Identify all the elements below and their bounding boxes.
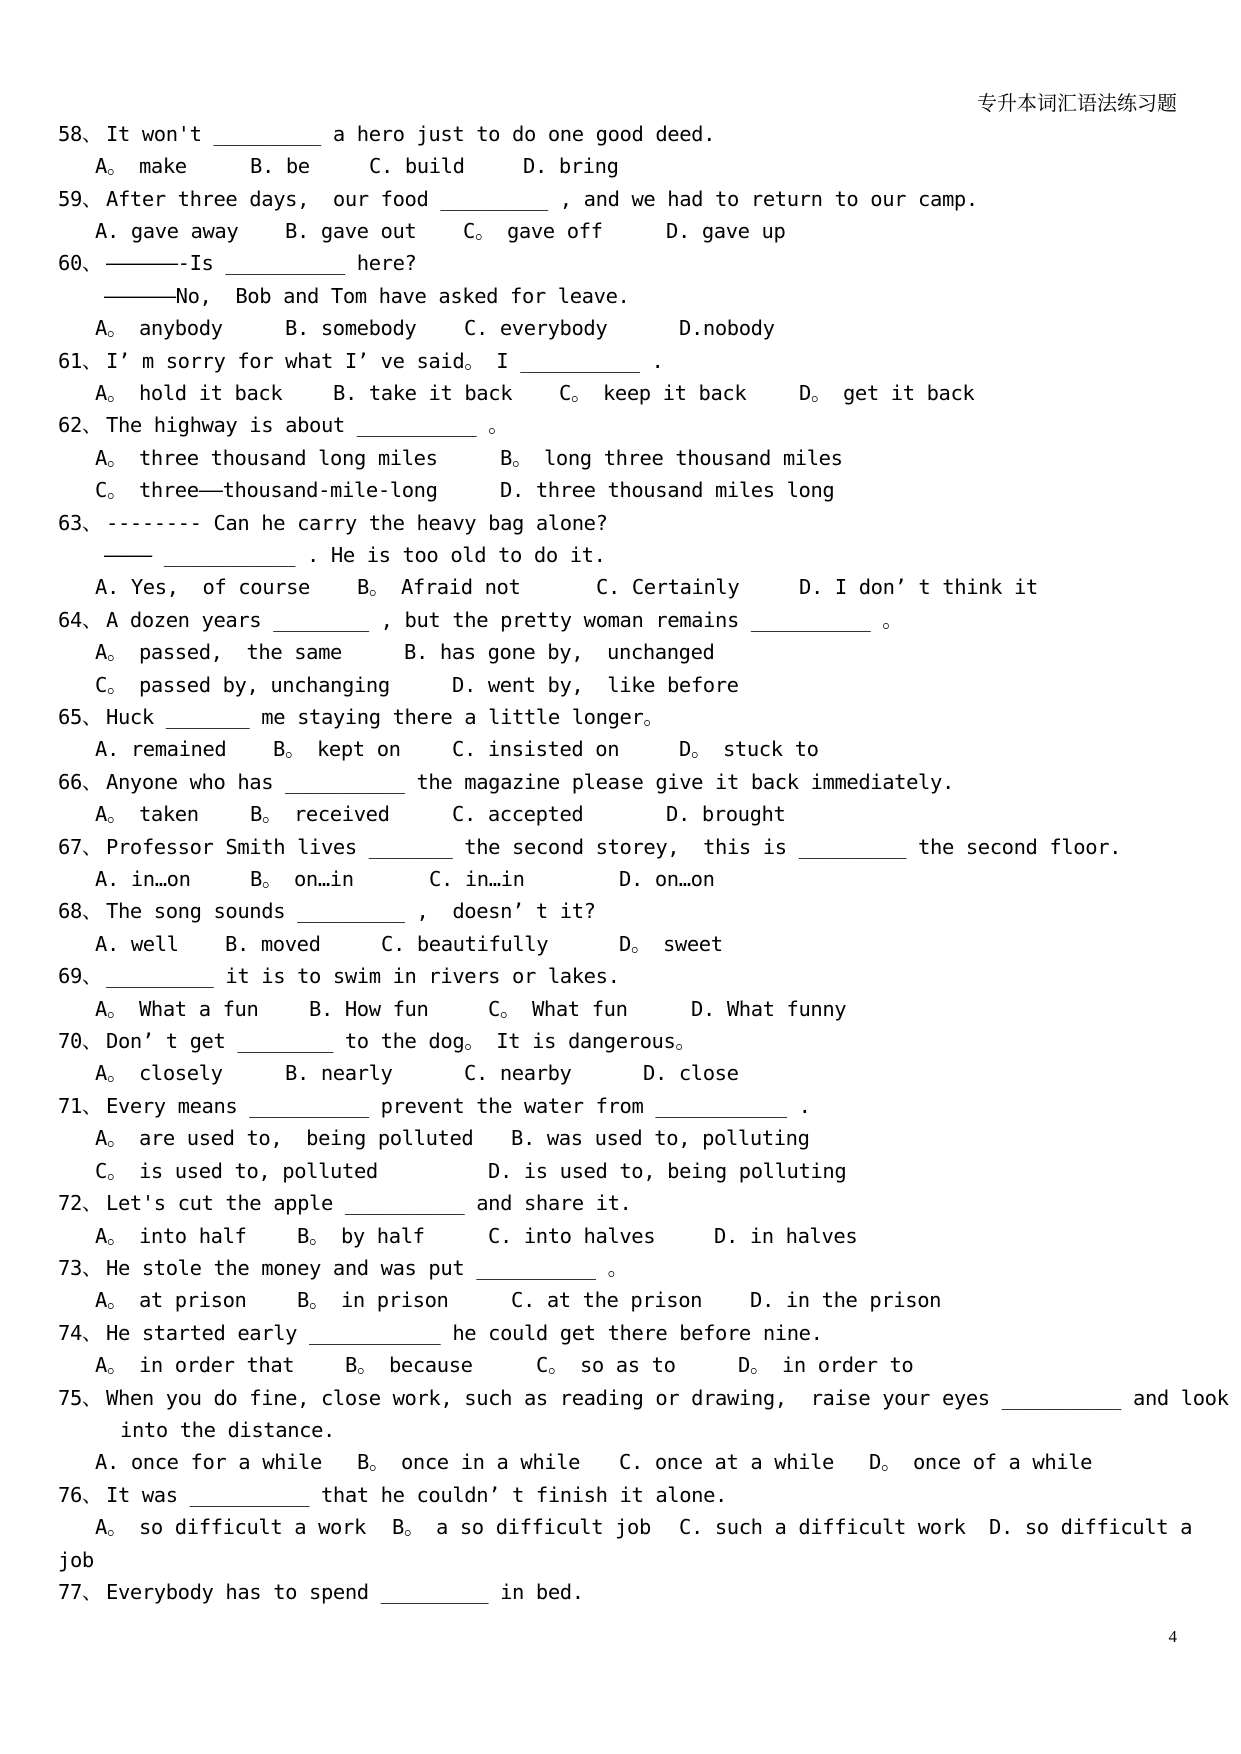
question-64 <box>0 604 1241 701</box>
question-number: 67、 <box>58 834 102 859</box>
question-number: 62、 <box>58 413 102 438</box>
question-number: 68、 <box>58 899 102 924</box>
option-d-continuation: job <box>58 1547 94 1572</box>
option-d: D. is used to, being polluting <box>488 1158 847 1183</box>
question-73 <box>0 1252 1241 1317</box>
option-d: D。 sweet <box>619 931 723 956</box>
option-c: C。 gave off <box>463 218 603 243</box>
option-a: A. Yes, of course <box>95 575 310 600</box>
question-number: 59、 <box>58 186 102 211</box>
option-a: A. in…on <box>95 867 191 892</box>
question-stem: The song sounds _________ , doesn’ t it? <box>106 899 596 924</box>
option-row <box>0 1155 1241 1187</box>
question-stem-line <box>0 507 1241 539</box>
option-d: D。 once of a while <box>869 1450 1093 1475</box>
option-a: A。 three thousand long miles <box>95 445 438 470</box>
option-b: B。 kept on <box>273 737 401 762</box>
option-d: D. in the prison <box>750 1288 942 1313</box>
question-stem-line <box>0 960 1241 992</box>
option-row <box>0 215 1241 247</box>
question-stem: Don’ t get ________ to the dog。 It is dangerous。 <box>106 1029 696 1054</box>
option-d: D. went by, like before <box>452 672 739 697</box>
question-stem-line <box>0 1090 1241 1122</box>
option-b: B。 in prison <box>297 1288 449 1313</box>
question-stem: -------- Can he carry the heavy bag alone? <box>106 510 608 535</box>
option-d: D.nobody <box>679 316 775 341</box>
question-stem: Anyone who has __________ the magazine please give it back immediately. <box>106 769 954 794</box>
option-b: B. How fun <box>309 996 429 1021</box>
option-a: A。 What a fun <box>95 996 259 1021</box>
option-b: B。 once in a while <box>357 1450 581 1475</box>
question-number: 69、 <box>58 964 102 989</box>
question-59 <box>0 183 1241 248</box>
question-number: 63、 <box>58 510 102 535</box>
question-76 <box>0 1479 1241 1576</box>
option-c: C. once at a while <box>619 1450 834 1475</box>
option-a: A。 are used to, being polluted <box>95 1126 474 1151</box>
option-c: C. insisted on <box>452 737 620 762</box>
option-c: C。 passed by, unchanging <box>95 672 390 697</box>
question-62 <box>0 409 1241 506</box>
option-a: A. once for a while <box>95 1450 322 1475</box>
question-60 <box>0 247 1241 344</box>
option-row <box>0 993 1241 1025</box>
option-d: D. brought <box>666 802 786 827</box>
question-stem: He started early ___________ he could get there before nine. <box>106 1320 823 1345</box>
option-b: B. has gone by, unchanged <box>404 640 715 665</box>
option-row <box>0 1511 1241 1543</box>
question-stem-line <box>0 766 1241 798</box>
option-d: D。 stuck to <box>679 737 819 762</box>
question-stem: He stole the money and was put __________ 。 <box>106 1255 628 1280</box>
question-number: 60、 <box>58 251 102 276</box>
option-d: D. in halves <box>714 1223 858 1248</box>
question-stem-continuation: into the distance. <box>120 1417 335 1442</box>
option-d: D。 in order to <box>738 1353 914 1378</box>
option-continuation-line <box>0 1544 1241 1576</box>
question-stem: I’ m sorry for what I’ ve said。 I __________ . <box>106 348 664 373</box>
option-a: A. gave away <box>95 218 239 243</box>
question-stem-continuation-line <box>0 1414 1241 1446</box>
question-stem-line <box>0 1382 1241 1414</box>
question-stem: After three days, our food _________ , and we had to return to our camp. <box>106 186 978 211</box>
question-stem: It was __________ that he couldn’ t finish it alone. <box>106 1482 727 1507</box>
option-row <box>0 636 1241 668</box>
option-b: B. be <box>250 154 310 179</box>
dialogue-reply: ———— ___________ . He is too old to do it. <box>104 542 606 567</box>
question-66 <box>0 766 1241 831</box>
option-row <box>0 733 1241 765</box>
option-b: B。 received <box>250 802 390 827</box>
option-d: D. What funny <box>691 996 847 1021</box>
question-stem: When you do fine, close work, such as reading or drawing, raise your eyes __________ and look <box>106 1385 1229 1410</box>
question-stem-line <box>0 895 1241 927</box>
question-number: 61、 <box>58 348 102 373</box>
question-stem-line <box>0 247 1241 279</box>
option-a: A。 make <box>95 154 187 179</box>
option-b: B. gave out <box>285 218 417 243</box>
question-stem: Professor Smith lives _______ the second storey, this is _________ the second floor. <box>106 834 1122 859</box>
option-row <box>0 1446 1241 1478</box>
option-a: A. well <box>95 931 179 956</box>
option-c: C. such a difficult work <box>679 1515 966 1540</box>
option-b: B。 by half <box>297 1223 425 1248</box>
question-stem: The highway is about __________ 。 <box>106 413 509 438</box>
question-number: 65、 <box>58 705 102 729</box>
option-row <box>0 863 1241 895</box>
option-d: D. on…on <box>619 867 715 892</box>
question-number: 58、 <box>58 121 102 146</box>
option-a: A。 closely <box>95 1061 223 1086</box>
question-stem: Everybody has to spend _________ in bed. <box>106 1579 584 1604</box>
question-stem: Every means __________ prevent the water from ___________ . <box>106 1093 811 1118</box>
option-c: C. Certainly <box>596 575 740 600</box>
option-d: D. bring <box>523 154 619 179</box>
question-67 <box>0 831 1241 896</box>
option-c: C. in…in <box>429 867 525 892</box>
question-number: 74、 <box>58 1320 102 1345</box>
question-number: 76、 <box>58 1482 102 1507</box>
dialogue-reply-line <box>0 280 1241 312</box>
question-stem: Let's cut the apple __________ and share it. <box>106 1191 632 1216</box>
option-b: B. moved <box>225 931 321 956</box>
question-list <box>0 118 1241 1609</box>
option-a: A。 at prison <box>95 1288 247 1313</box>
question-stem: It won't _________ a hero just to do one good deed. <box>106 121 716 146</box>
option-a: A。 passed, the same <box>95 640 342 665</box>
question-77 <box>0 1576 1241 1608</box>
question-71 <box>0 1090 1241 1187</box>
option-c: C. accepted <box>452 802 584 827</box>
question-stem-line <box>0 1252 1241 1284</box>
option-c: C。 three——thousand-mile-long <box>95 478 438 503</box>
question-stem: A dozen years ________ , but the pretty woman remains __________ 。 <box>106 607 903 632</box>
option-row <box>0 928 1241 960</box>
option-b: B。 a so difficult job <box>392 1515 651 1540</box>
question-number: 75、 <box>58 1385 102 1410</box>
option-row <box>0 1220 1241 1252</box>
option-c: C。 keep it back <box>559 380 747 405</box>
option-a: A。 in order that <box>95 1353 295 1378</box>
question-70 <box>0 1025 1241 1090</box>
option-row <box>0 1057 1241 1089</box>
option-d: D. gave up <box>666 218 786 243</box>
option-d: D. I don’ t think it <box>799 575 1038 600</box>
question-number: 73、 <box>58 1255 102 1280</box>
option-c: C. build <box>369 154 465 179</box>
question-65 <box>0 701 1241 766</box>
option-a: A。 anybody <box>95 316 223 341</box>
question-number: 72、 <box>58 1191 102 1216</box>
question-stem: ——————-Is __________ here? <box>106 251 417 276</box>
question-61 <box>0 345 1241 410</box>
question-68 <box>0 895 1241 960</box>
question-stem-line <box>0 183 1241 215</box>
page-number: 4 <box>1168 1627 1177 1646</box>
question-stem-line <box>0 345 1241 377</box>
option-d: D. three thousand miles long <box>500 478 835 503</box>
option-row <box>0 669 1241 701</box>
question-stem-line <box>0 604 1241 636</box>
option-b: B. take it back <box>333 380 513 405</box>
question-number: 64、 <box>58 607 102 632</box>
option-c: C。 is used to, polluted <box>95 1158 378 1183</box>
option-d: D. close <box>643 1061 739 1086</box>
question-number: 77、 <box>58 1579 102 1604</box>
question-number: 70、 <box>58 1029 102 1054</box>
dialogue-reply: ——————No, Bob and Tom have asked for leave. <box>104 283 630 308</box>
option-row <box>0 798 1241 830</box>
question-number: 71、 <box>58 1093 102 1118</box>
option-a: A。 into half <box>95 1223 247 1248</box>
question-stem-line <box>0 1025 1241 1057</box>
question-stem: _________ it is to swim in rivers or lakes. <box>106 964 620 989</box>
question-69 <box>0 960 1241 1025</box>
option-row <box>0 1349 1241 1381</box>
question-stem-line <box>0 409 1241 441</box>
question-75 <box>0 1382 1241 1479</box>
option-a: A。 so difficult a work <box>95 1515 366 1540</box>
question-stem: Huck _______ me staying there a little longer。 <box>106 705 664 729</box>
option-row <box>0 312 1241 344</box>
option-c: C. at the prison <box>511 1288 703 1313</box>
option-row <box>0 150 1241 182</box>
option-a: A。 hold it back <box>95 380 283 405</box>
option-b: B。 on…in <box>250 867 354 892</box>
question-72 <box>0 1187 1241 1252</box>
question-stem-line <box>0 1187 1241 1219</box>
question-63 <box>0 507 1241 604</box>
option-c: C。 so as to <box>536 1353 676 1378</box>
option-b: B。 because <box>345 1353 473 1378</box>
page-header-title: 专升本词汇语法练习题 <box>977 91 1177 115</box>
option-c: C. into halves <box>488 1223 656 1248</box>
question-stem-line <box>0 701 1241 733</box>
option-b: B。 Afraid not <box>357 575 521 600</box>
option-b: B. somebody <box>285 316 417 341</box>
question-58 <box>0 118 1241 183</box>
option-d: D. so difficult a <box>989 1515 1193 1540</box>
question-74 <box>0 1317 1241 1382</box>
option-row <box>0 1122 1241 1154</box>
dialogue-reply-line <box>0 539 1241 571</box>
option-b: B。 long three thousand miles <box>500 445 843 470</box>
option-c: C。 What fun <box>488 996 628 1021</box>
option-a: A。 taken <box>95 802 199 827</box>
question-stem-line <box>0 118 1241 150</box>
option-row <box>0 1284 1241 1316</box>
option-c: C. nearby <box>464 1061 572 1086</box>
option-d: D。 get it back <box>799 380 975 405</box>
question-stem-line <box>0 1317 1241 1349</box>
option-b: B. was used to, polluting <box>511 1126 810 1151</box>
question-stem-line <box>0 1576 1241 1608</box>
option-row <box>0 377 1241 409</box>
option-row <box>0 571 1241 603</box>
question-number: 66、 <box>58 769 102 794</box>
question-stem-line <box>0 831 1241 863</box>
option-a: A. remained <box>95 737 227 762</box>
option-b: B. nearly <box>285 1061 393 1086</box>
option-c: C. beautifully <box>381 931 549 956</box>
option-row <box>0 474 1241 506</box>
question-stem-line <box>0 1479 1241 1511</box>
option-c: C. everybody <box>464 316 608 341</box>
option-row <box>0 442 1241 474</box>
